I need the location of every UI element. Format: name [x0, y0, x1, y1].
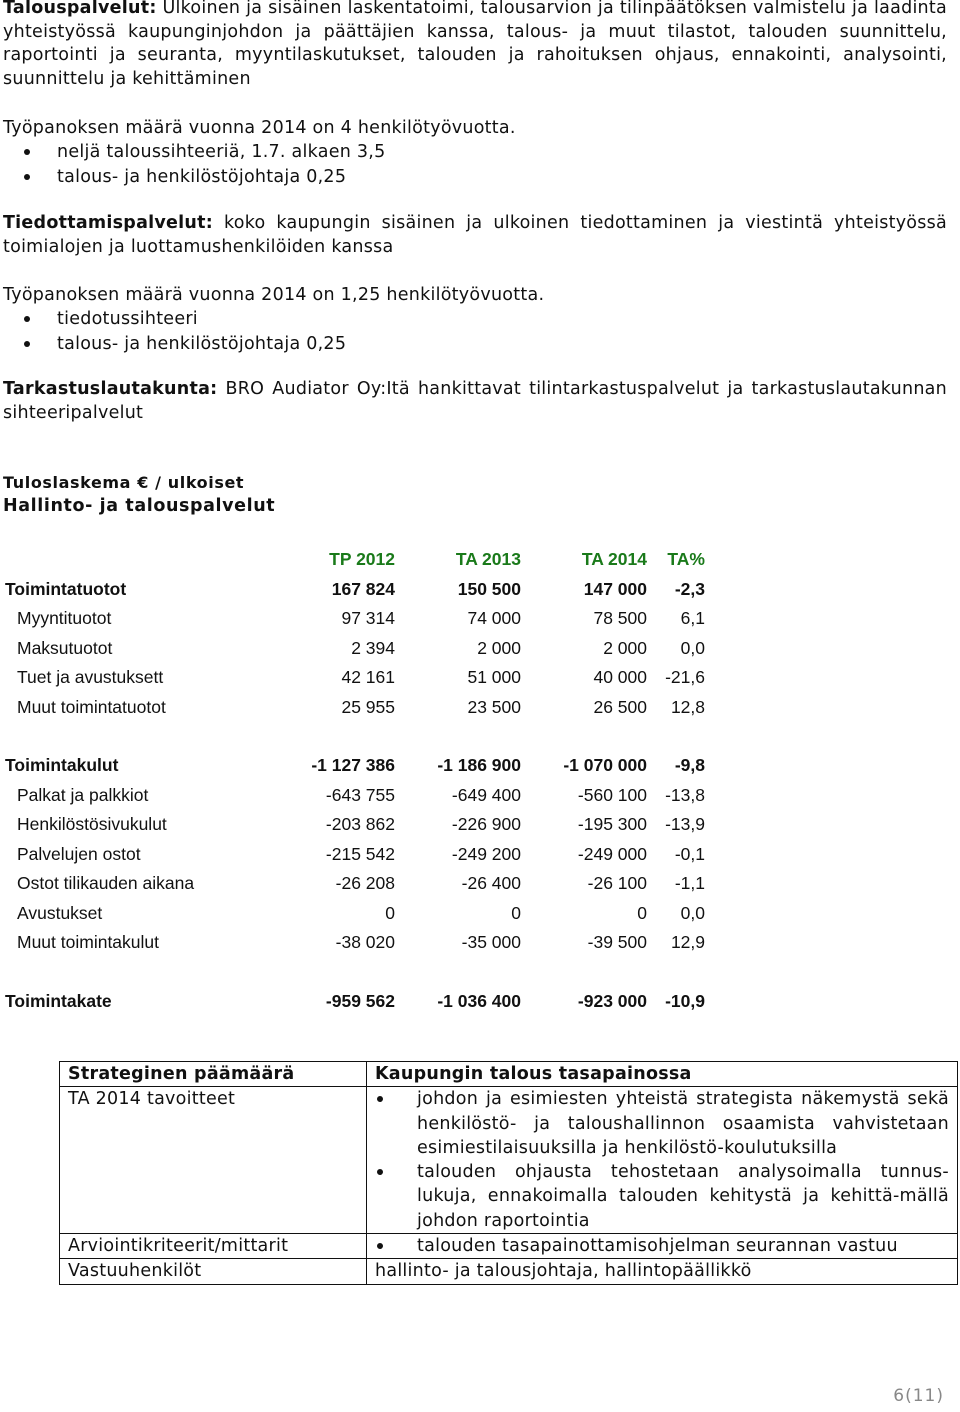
section-tarkastuslautakunta: [3, 378, 947, 425]
cell-value: 40 000: [593, 667, 647, 688]
targets-list: [375, 1087, 949, 1233]
cell-value: -1 036 400: [437, 990, 521, 1011]
cell-value: 150 500: [457, 578, 521, 599]
table-row: [60, 1259, 958, 1284]
cell-value: -1 127 386: [311, 755, 395, 776]
cell-value: -38 020: [335, 932, 395, 953]
workload-text: Työpanoksen määrä vuonna 2014 on 1,25 henkilötyövuotta.: [3, 285, 545, 305]
table-row: [60, 1234, 958, 1259]
section-text: koko kaupungin sisäinen ja ulkoinen tiedottaminen ja viestintä yhteistyössä toimialojen ja luottamushenkilöiden kanssa: [3, 213, 947, 257]
cell-value: -10,9: [665, 990, 705, 1011]
workload-text: Työpanoksen määrä vuonna 2014 on 4 henkilötyövuotta.: [3, 118, 516, 138]
cell-value: -21,6: [665, 667, 705, 688]
criteria-label: Arviointikriteerit/mittarit: [60, 1234, 367, 1259]
row-label: Toimintakate: [5, 990, 112, 1011]
criteria-cell: [367, 1234, 958, 1259]
cell-value: -1,1: [674, 873, 705, 894]
table-row: [5, 987, 705, 1017]
criteria-list: [375, 1234, 949, 1258]
targets-cell: [367, 1087, 958, 1234]
row-label: Ostot tilikauden aikana: [17, 873, 195, 894]
cell-value: 78 500: [593, 608, 647, 629]
cell-value: -0,1: [674, 843, 705, 864]
cell-value: -195 300: [577, 814, 647, 835]
table-row: [5, 634, 705, 664]
row-label: Muut toimintatuotot: [17, 696, 166, 717]
table-row: [60, 1062, 958, 1087]
table-row: [5, 928, 705, 958]
section-text: BRO Audiator Oy:Itä hankittavat tilintarkastuspalvelut ja tarkastuslautakunnan sihteeripalvelut: [3, 379, 947, 423]
row-label: Toimintakulut: [5, 755, 119, 776]
section-text: Ulkoinen ja sisäinen laskentatoimi, talousarvion ja tilinpäätöksen valmistelu ja laadinta yhteistyössä kaupunginjohdon ja päättäjien kanssa, talous- ja muut tilastot, talouden suunnittelu, raportointi ja seuranta, myyntilaskutukset, talouden ja rahoituksen ohjaus, ennakointi, analysointi, suunnittelu ja kehittäminen: [3, 0, 947, 89]
section-title: Tiedottamispalvelut:: [3, 213, 213, 233]
cell-value: -226 900: [451, 814, 521, 835]
cell-value: -249 000: [577, 843, 647, 864]
list-item: tiedotussihteeri: [23, 307, 346, 332]
table-row: [5, 781, 705, 811]
table-row: [5, 840, 705, 870]
list-item: talouden ohjausta tehostetaan analysoimalla tunnus-lukuja, ennakoimalla talouden kehitystä ja kehittä-mällä johdon raportointia: [375, 1160, 949, 1233]
table-header-row: [5, 545, 705, 575]
list-item: talous- ja henkilöstöjohtaja 0,25: [23, 332, 346, 357]
cell-value: -39 500: [587, 932, 647, 953]
bullet-list: [23, 140, 385, 189]
cell-value: -2,3: [674, 578, 705, 599]
cell-value: 167 824: [331, 578, 395, 599]
spacer-row: [5, 958, 705, 987]
cell-value: -26 100: [587, 873, 647, 894]
cell-value: -1 070 000: [563, 755, 647, 776]
cell-value: 12,9: [670, 932, 705, 953]
table-row: [5, 575, 705, 605]
cell-value: -643 755: [325, 784, 395, 805]
cell-value: 0,0: [680, 637, 705, 658]
column-header: TP 2012: [329, 549, 395, 570]
cell-value: -215 542: [325, 843, 395, 864]
goal-value: Kaupungin talous tasapainossa: [367, 1062, 958, 1087]
cell-value: -13,8: [665, 784, 705, 805]
table-row: [5, 810, 705, 840]
cell-value: -649 400: [451, 784, 521, 805]
cell-value: -203 862: [325, 814, 395, 835]
cell-value: 6,1: [680, 608, 705, 629]
income-statement-heading: Tuloslaskema € / ulkoiset: [3, 473, 245, 492]
cell-value: 147 000: [583, 578, 647, 599]
cell-value: 0: [511, 902, 521, 923]
cell-value: 51 000: [467, 667, 521, 688]
cell-value: -923 000: [577, 990, 647, 1011]
cell-value: 25 955: [341, 696, 395, 717]
income-statement-subheading: Hallinto- ja talouspalvelut: [3, 496, 276, 516]
cell-value: 2 394: [351, 637, 395, 658]
strategy-table: [59, 1061, 958, 1285]
table-row: [5, 604, 705, 634]
section-title: Talouspalvelut:: [3, 0, 157, 18]
list-item: johdon ja esimiesten yhteistä strategista näkemystä sekä henkilöstö- ja taloushallinnon osaamista vahvistetaan esimiestilaisuuksilla ja henkilöstö-koulutuksilla: [375, 1087, 949, 1160]
section-talouspalvelut: [3, 0, 947, 91]
cell-value: 74 000: [467, 608, 521, 629]
table-row: [5, 899, 705, 929]
list-item: neljä taloussihteeriä, 1.7. alkaen 3,5: [23, 140, 385, 165]
cell-value: 0,0: [680, 902, 705, 923]
row-label: Toimintatuotot: [5, 578, 127, 599]
cell-value: 97 314: [341, 608, 395, 629]
cell-value: 2 000: [477, 637, 521, 658]
section-title: Tarkastuslautakunta:: [3, 379, 218, 399]
row-label: Myyntituotot: [17, 608, 112, 629]
list-item: talouden tasapainottamisohjelman seurannan vastuu: [375, 1234, 949, 1258]
column-header: TA%: [667, 549, 705, 570]
cell-value: 42 161: [341, 667, 395, 688]
goal-label: Strateginen päämäärä: [60, 1062, 367, 1087]
spacer-row: [5, 722, 705, 751]
column-header: TA 2013: [455, 549, 521, 570]
targets-label: TA 2014 tavoitteet: [60, 1087, 367, 1234]
responsible-label: Vastuuhenkilöt: [60, 1259, 367, 1284]
row-label: Tuet ja avustuksett: [17, 667, 164, 688]
cell-value: -13,9: [665, 814, 705, 835]
section-tiedottamispalvelut: [3, 212, 947, 259]
income-statement-table: [5, 545, 705, 1016]
row-label: Palkat ja palkkiot: [17, 784, 149, 805]
row-label: Henkilöstösivukulut: [17, 814, 167, 835]
list-item: talous- ja henkilöstöjohtaja 0,25: [23, 165, 385, 190]
table-row: [5, 663, 705, 693]
cell-value: 0: [637, 902, 647, 923]
page-number: 6(11): [893, 1386, 944, 1406]
cell-value: -560 100: [577, 784, 647, 805]
responsible-value: hallinto- ja talousjohtaja, hallintopäällikkö: [367, 1259, 958, 1284]
cell-value: -1 186 900: [437, 755, 521, 776]
cell-value: 0: [385, 902, 395, 923]
cell-value: 12,8: [670, 696, 705, 717]
cell-value: 2 000: [603, 637, 647, 658]
cell-value: 26 500: [593, 696, 647, 717]
cell-value: -26 400: [461, 873, 521, 894]
cell-value: 23 500: [467, 696, 521, 717]
column-header: TA 2014: [581, 549, 647, 570]
cell-value: -249 200: [451, 843, 521, 864]
bullet-list: [23, 307, 346, 356]
table-row: [5, 693, 705, 723]
row-label: Maksutuotot: [17, 637, 113, 658]
row-label: Muut toimintakulut: [17, 932, 160, 953]
cell-value: -35 000: [461, 932, 521, 953]
cell-value: -959 562: [325, 990, 395, 1011]
table-row: [5, 751, 705, 781]
table-row: [5, 869, 705, 899]
row-label: Avustukset: [17, 902, 103, 923]
cell-value: -26 208: [335, 873, 395, 894]
cell-value: -9,8: [674, 755, 705, 776]
table-row: [60, 1087, 958, 1234]
row-label: Palvelujen ostot: [17, 843, 141, 864]
